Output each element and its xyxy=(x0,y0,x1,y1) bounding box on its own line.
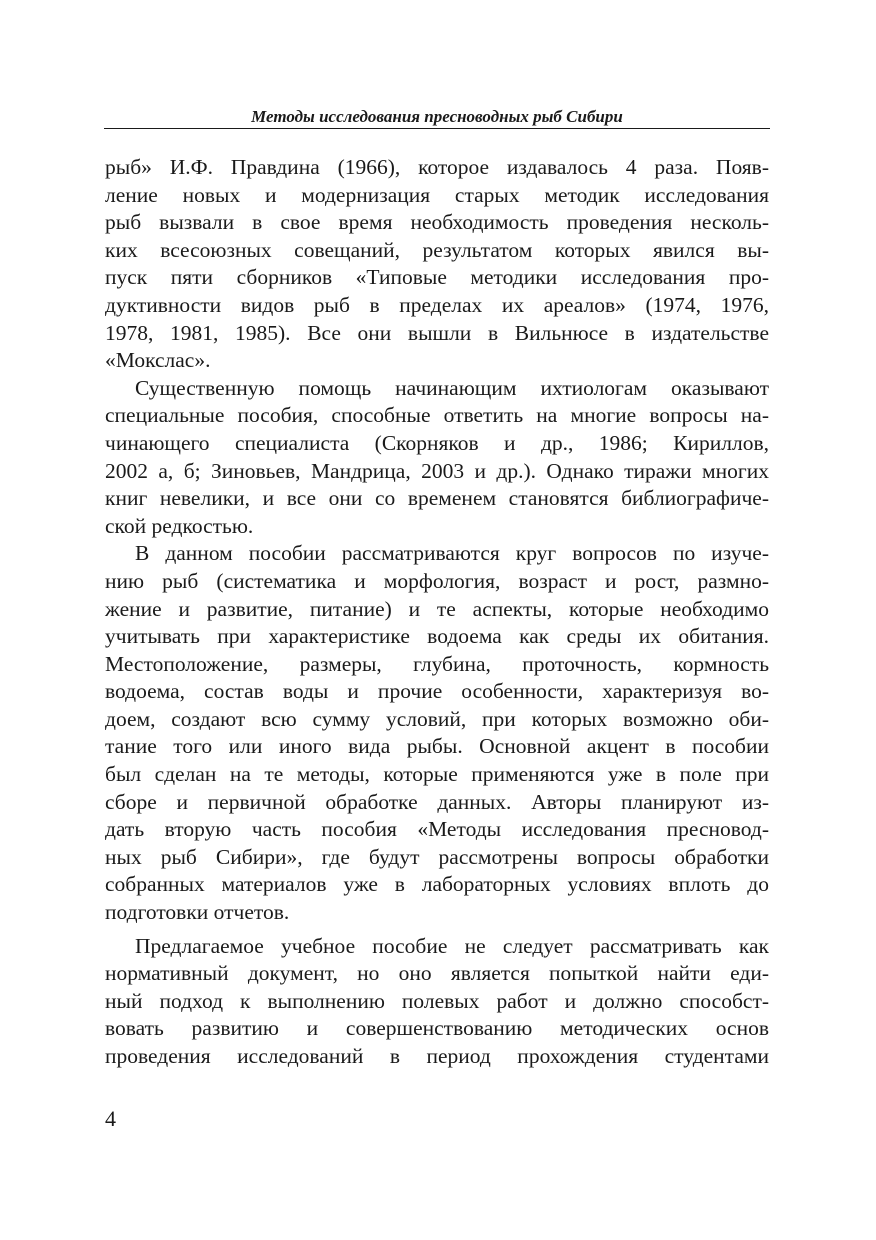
text-line: дуктивности видов рыб в пределах их ареалов» (1974, 1976, xyxy=(105,292,769,317)
page-number: 4 xyxy=(105,1106,116,1131)
text-line: водоема, состав воды и прочие особенности, характеризуя во- xyxy=(105,679,769,704)
paragraph xyxy=(105,540,769,926)
paragraph xyxy=(105,933,769,1071)
paragraph xyxy=(105,375,769,541)
text-line: нию рыб (систематика и морфология, возраст и рост, размно- xyxy=(105,568,769,593)
text-line: был сделан на те методы, которые применяются уже в поле при xyxy=(105,762,769,787)
text-line: чинающего специалиста (Скорняков и др., 1986; Кириллов, xyxy=(105,430,769,455)
text-line: ких всесоюзных совещаний, результатом которых явился вы- xyxy=(105,237,769,262)
text-line: 1978, 1981, 1985). Все они вышли в Вильнюсе в издательстве xyxy=(105,320,769,345)
text-line: ление новых и модернизация старых методик исследования xyxy=(105,182,769,207)
text-line: сборе и первичной обработке данных. Авторы планируют из- xyxy=(105,789,769,814)
text-line: жение и развитие, питание) и те аспекты, которые необходимо xyxy=(105,596,769,621)
text-line: собранных материалов уже в лабораторных условиях вплоть до xyxy=(105,872,769,897)
text-line: специальные пособия, способные ответить на многие вопросы на- xyxy=(105,403,769,428)
text-line: ных рыб Сибири», где будут рассмотрены вопросы обработки xyxy=(105,844,769,869)
paragraph xyxy=(105,154,769,375)
text-line: дать вторую часть пособия «Методы исследования пресновод- xyxy=(105,817,769,842)
text-line: проведения исследований в период прохождения студентами xyxy=(105,1044,769,1068)
text-line: 2002 а, б; Зиновьев, Мандрица, 2003 и др.). Однако тиражи многих xyxy=(105,458,769,483)
text-line: «Мокслас». xyxy=(105,348,211,373)
text-line: рыб вызвали в свое время необходимость проведения несколь- xyxy=(105,210,769,235)
text-line: учитывать при характеристике водоема как среды их обитания. xyxy=(105,624,769,649)
text-line: книг невелики, и все они со временем становятся библиографиче- xyxy=(105,486,769,511)
running-header: Методы исследования пресноводных рыб Сибири xyxy=(251,107,623,126)
text-line: вовать развитию и совершенствованию методических основ xyxy=(105,1016,769,1041)
text-line: рыб» И.Ф. Правдина (1966), которое издавалось 4 раза. Появ- xyxy=(105,155,769,179)
text-line: пуск пяти сборников «Типовые методики исследования про- xyxy=(105,265,769,290)
text-line: тание того или иного вида рыбы. Основной акцент в пособии xyxy=(105,734,769,759)
text-line: Предлагаемое учебное пособие не следует рассматривать как xyxy=(135,933,769,958)
text-line: В данном пособии рассматриваются круг вопросов по изуче- xyxy=(135,541,769,566)
header-rule xyxy=(104,128,770,129)
text-line: нормативный документ, но оно является попыткой найти еди- xyxy=(105,961,769,986)
text-line: подготовки отчетов. xyxy=(105,900,290,925)
text-line: ный подход к выполнению полевых работ и должно способст- xyxy=(105,988,769,1013)
text-line: ской редкостью. xyxy=(105,513,254,538)
text-line: Существенную помощь начинающим ихтиологам оказывают xyxy=(135,375,769,400)
text-line: доем, создают всю сумму условий, при которых возможно оби- xyxy=(105,706,769,731)
body-text xyxy=(105,154,769,1071)
text-line: Местоположение, размеры, глубина, проточность, кормность xyxy=(105,651,769,676)
